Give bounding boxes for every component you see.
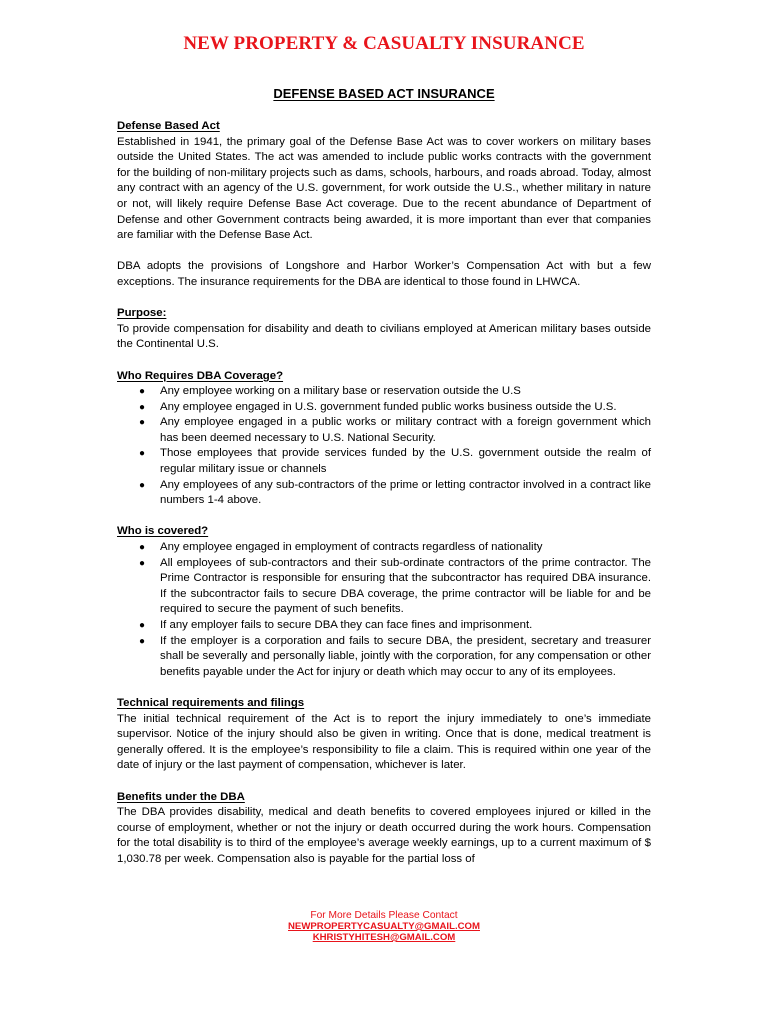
list-item-text: Any employee working on a military base or reservation outside the U.S	[160, 385, 521, 398]
list-item	[117, 634, 651, 681]
bullet-icon: ●	[139, 386, 146, 398]
list-item	[117, 400, 651, 416]
document-body	[117, 119, 651, 883]
bullet-list	[117, 540, 651, 680]
section-heading: Purpose:	[117, 307, 167, 320]
list-item-text: Those employees that provide services funded by the U.S. government outside the realm of regular military issue or channels	[160, 447, 651, 476]
section-heading: Defense Based Act	[117, 120, 220, 132]
paragraph: The DBA provides disability, medical and death benefits to covered employees injured or killed in the course of employment, whether or not the injury or death occurred during the work hours. Compensation for the total disability is to third of the employee’s average weekly earnings, up to a current maximum of $ 1,030.78 per week. Compensation also is payable for the partial loss of	[117, 806, 651, 865]
paragraph: DBA adopts the provisions of Longshore and Harbor Worker’s Compensation Act with but a few exceptions. The insurance requirements for the DBA are identical to those found in LHWCA.	[117, 260, 651, 288]
section-heading: Who is covered?	[117, 525, 209, 538]
bullet-icon: ●	[139, 635, 146, 647]
contact-email-link[interactable]: KHRISTYHITESH@GMAIL.COM	[312, 932, 456, 943]
list-item	[117, 540, 651, 556]
bullet-icon: ●	[139, 620, 146, 631]
contact-footer	[0, 910, 768, 943]
list-item-text: Any employee engaged in a public works or military contract with a foreign government which has been deemed necessary to U.S. National Security.	[160, 416, 651, 444]
section-purpose	[117, 306, 651, 353]
bullet-icon: ●	[139, 448, 146, 460]
section-who-covered	[117, 524, 651, 680]
paragraph: To provide compensation for disability and death to civilians employed at American military bases outside the Continental U.S.	[117, 322, 651, 351]
brand-heading: NEW PROPERTY & CASUALTY INSURANCE	[183, 33, 585, 54]
list-item-text: Any employee engaged in employment of contracts regardless of nationality	[160, 541, 543, 554]
list-item-text: Any employees of any sub-contractors of the prime or letting contractor involved in a contract like numbers 1-4 above.	[160, 478, 651, 507]
section-dba-provisions	[117, 259, 651, 290]
list-item	[117, 618, 651, 634]
list-item	[117, 478, 651, 509]
list-item	[117, 384, 651, 400]
contact-prompt: For More Details Please Contact	[310, 910, 458, 921]
bullet-icon: ●	[139, 479, 146, 491]
paragraph: The initial technical requirement of the Act is to report the injury immediately to one’s immediate supervisor. Notice of the injury should also be given in writing. Once that is done, medical treatment is generally offered. It is the employee’s responsibility to file a claim. This is required within one year of the date of injury or the last payment of compensation, whichever is later.	[117, 712, 651, 772]
list-item	[117, 556, 651, 618]
section-benefits	[117, 790, 651, 868]
list-item	[117, 446, 651, 477]
list-item-text: Any employee engaged in U.S. government funded public works business outside the U.S.	[160, 400, 617, 413]
bullet-icon: ●	[139, 401, 146, 413]
section-technical	[117, 696, 651, 774]
section-who-requires	[117, 369, 651, 509]
bullet-list	[117, 384, 651, 509]
list-item	[117, 415, 651, 446]
paragraph: Established in 1941, the primary goal of the Defense Base Act was to cover workers on military bases outside the United States. The act was amended to include public works contracts with the government for the building of non-military projects such as dams, schools, harbours, and roads abroad. Today, almost any contract with an agency of the U.S. government, for work outside the U.S., whether military in nature or not, will likely require Defense Base Act coverage. Due to the recent abundance of Department of Defense and other Government contracts being awarded, it is more important than ever that companies are familiar with the Defense Base Act.	[117, 135, 651, 242]
bullet-icon: ●	[139, 542, 146, 554]
list-item-text: All employees of sub-contractors and their sub-ordinate contractors of the prime contractor. The Prime Contractor is responsible for ensuring that the subcontractor has required DBA insurance. If the subcontractor fails to secure DBA coverage, the prime contractor will be liable for and be required to secure the payment of such benefits.	[160, 556, 651, 616]
list-item-text: If the employer is a corporation and fails to secure DBA, the president, secretary and treasurer shall be severally and personally liable, jointly with the corporation, for any compensation or other benefits payable under the Act for injury or death which may occur to any of its employees.	[160, 634, 651, 678]
contact-email-link[interactable]: NEWPROPERTYCASUALTY@GMAIL.COM	[288, 921, 480, 932]
section-heading: Who Requires DBA Coverage?	[117, 369, 284, 382]
bullet-icon: ●	[139, 557, 146, 569]
document-title: DEFENSE BASED ACT INSURANCE	[273, 86, 495, 101]
section-defense-based-act	[117, 119, 651, 244]
section-heading: Benefits under the DBA	[117, 790, 245, 803]
section-heading: Technical requirements and filings	[117, 696, 305, 709]
bullet-icon: ●	[139, 417, 146, 429]
list-item-text: If any employer fails to secure DBA they can face fines and imprisonment.	[160, 619, 533, 631]
